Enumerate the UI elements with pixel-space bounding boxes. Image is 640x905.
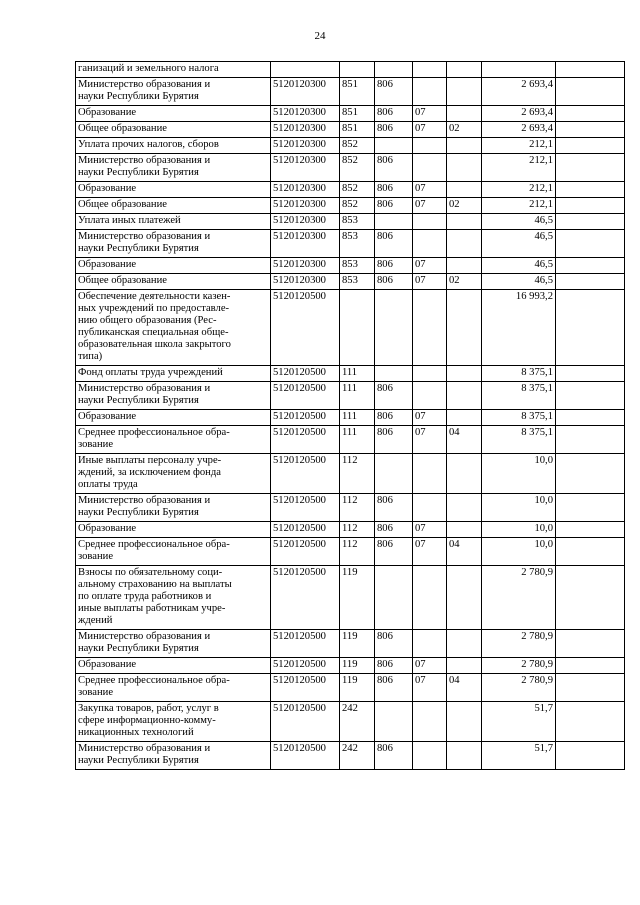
target-article-cell: 5120120500	[271, 630, 340, 658]
subsection-cell	[447, 382, 482, 410]
subsection-cell	[447, 106, 482, 122]
empty-cell	[556, 154, 625, 182]
empty-cell	[556, 230, 625, 258]
subsection-cell: 04	[447, 674, 482, 702]
table-row	[76, 566, 625, 630]
amount-cell: 2 780,9	[482, 566, 556, 630]
amount-cell: 2 693,4	[482, 78, 556, 106]
target-article-cell: 5120120500	[271, 382, 340, 410]
expense-name-cell: Министерство образования и науки Республики Бурятия	[76, 78, 271, 106]
empty-cell	[556, 674, 625, 702]
ministry-code-cell	[375, 454, 413, 494]
expense-name-cell: Образование	[76, 182, 271, 198]
expense-type-cell: 119	[340, 630, 375, 658]
target-article-cell: 5120120500	[271, 566, 340, 630]
expense-type-cell	[340, 290, 375, 366]
ministry-code-cell	[375, 290, 413, 366]
expense-name-cell: Фонд оплаты труда учреждений	[76, 366, 271, 382]
target-article-cell: 5120120500	[271, 454, 340, 494]
amount-cell: 2 693,4	[482, 106, 556, 122]
subsection-cell	[447, 410, 482, 426]
expense-type-cell: 853	[340, 214, 375, 230]
section-cell	[413, 566, 447, 630]
empty-cell	[556, 426, 625, 454]
table-row	[76, 366, 625, 382]
expense-name-cell: Общее образование	[76, 274, 271, 290]
target-article-cell: 5120120500	[271, 366, 340, 382]
target-article-cell: 5120120300	[271, 214, 340, 230]
subsection-cell: 02	[447, 274, 482, 290]
section-cell: 07	[413, 426, 447, 454]
section-cell	[413, 454, 447, 494]
section-cell: 07	[413, 658, 447, 674]
empty-cell	[556, 182, 625, 198]
target-article-cell	[271, 62, 340, 78]
expense-type-cell: 852	[340, 154, 375, 182]
expense-type-cell: 112	[340, 522, 375, 538]
section-cell	[413, 702, 447, 742]
subsection-cell	[447, 522, 482, 538]
target-article-cell: 5120120300	[271, 122, 340, 138]
expense-type-cell: 112	[340, 494, 375, 522]
empty-cell	[556, 290, 625, 366]
target-article-cell: 5120120300	[271, 258, 340, 274]
amount-cell: 51,7	[482, 702, 556, 742]
table-row	[76, 214, 625, 230]
expense-type-cell: 851	[340, 106, 375, 122]
table-row	[76, 538, 625, 566]
table-row	[76, 454, 625, 494]
target-article-cell: 5120120300	[271, 154, 340, 182]
target-article-cell: 5120120300	[271, 230, 340, 258]
section-cell	[413, 62, 447, 78]
section-cell	[413, 214, 447, 230]
expense-type-cell: 853	[340, 274, 375, 290]
table-row	[76, 522, 625, 538]
expense-name-cell: Образование	[76, 522, 271, 538]
expense-name-cell: Министерство образования и науки Республики Бурятия	[76, 742, 271, 770]
ministry-code-cell: 806	[375, 382, 413, 410]
amount-cell: 8 375,1	[482, 366, 556, 382]
subsection-cell: 02	[447, 198, 482, 214]
section-cell	[413, 494, 447, 522]
expense-name-cell: Министерство образования и науки Республики Бурятия	[76, 230, 271, 258]
empty-cell	[556, 62, 625, 78]
expense-type-cell: 852	[340, 198, 375, 214]
section-cell	[413, 742, 447, 770]
empty-cell	[556, 122, 625, 138]
empty-cell	[556, 494, 625, 522]
expense-name-cell: Иные выплаты персоналу учре- ждений, за исключением фонда оплаты труда	[76, 454, 271, 494]
subsection-cell	[447, 62, 482, 78]
amount-cell	[482, 62, 556, 78]
table-row	[76, 106, 625, 122]
expense-type-cell: 112	[340, 454, 375, 494]
expense-name-cell: Взносы по обязательному соци- альному страхованию на выплаты по оплате труда работников и иные выплаты работникам учре- ждений	[76, 566, 271, 630]
expense-name-cell: Министерство образования и науки Республики Бурятия	[76, 154, 271, 182]
expense-name-cell: Образование	[76, 258, 271, 274]
subsection-cell	[447, 702, 482, 742]
amount-cell: 212,1	[482, 154, 556, 182]
subsection-cell	[447, 494, 482, 522]
target-article-cell: 5120120300	[271, 274, 340, 290]
target-article-cell: 5120120300	[271, 106, 340, 122]
expense-type-cell	[340, 62, 375, 78]
ministry-code-cell: 806	[375, 426, 413, 454]
section-cell: 07	[413, 198, 447, 214]
expense-type-cell: 853	[340, 258, 375, 274]
subsection-cell: 02	[447, 122, 482, 138]
expense-type-cell: 852	[340, 138, 375, 154]
ministry-code-cell: 806	[375, 538, 413, 566]
subsection-cell	[447, 138, 482, 154]
empty-cell	[556, 274, 625, 290]
subsection-cell	[447, 454, 482, 494]
table-row	[76, 62, 625, 78]
amount-cell: 46,5	[482, 258, 556, 274]
table-row	[76, 182, 625, 198]
empty-cell	[556, 566, 625, 630]
target-article-cell: 5120120500	[271, 742, 340, 770]
ministry-code-cell	[375, 138, 413, 154]
empty-cell	[556, 138, 625, 154]
amount-cell: 8 375,1	[482, 426, 556, 454]
ministry-code-cell: 806	[375, 230, 413, 258]
target-article-cell: 5120120500	[271, 658, 340, 674]
ministry-code-cell: 806	[375, 106, 413, 122]
amount-cell: 10,0	[482, 522, 556, 538]
subsection-cell: 04	[447, 426, 482, 454]
section-cell	[413, 78, 447, 106]
amount-cell: 46,5	[482, 230, 556, 258]
ministry-code-cell: 806	[375, 198, 413, 214]
section-cell: 07	[413, 258, 447, 274]
expense-type-cell: 119	[340, 566, 375, 630]
ministry-code-cell	[375, 702, 413, 742]
subsection-cell	[447, 366, 482, 382]
subsection-cell	[447, 154, 482, 182]
budget-table	[75, 61, 625, 770]
table-row	[76, 410, 625, 426]
ministry-code-cell: 806	[375, 674, 413, 702]
empty-cell	[556, 258, 625, 274]
ministry-code-cell: 806	[375, 494, 413, 522]
target-article-cell: 5120120300	[271, 198, 340, 214]
expense-type-cell: 111	[340, 366, 375, 382]
empty-cell	[556, 410, 625, 426]
section-cell	[413, 138, 447, 154]
empty-cell	[556, 106, 625, 122]
table-row	[76, 426, 625, 454]
target-article-cell: 5120120500	[271, 702, 340, 742]
ministry-code-cell: 806	[375, 182, 413, 198]
ministry-code-cell: 806	[375, 630, 413, 658]
expense-name-cell: ганизаций и земельного налога	[76, 62, 271, 78]
target-article-cell: 5120120500	[271, 674, 340, 702]
ministry-code-cell	[375, 566, 413, 630]
table-row	[76, 742, 625, 770]
expense-name-cell: Министерство образования и науки Республики Бурятия	[76, 630, 271, 658]
subsection-cell	[447, 78, 482, 106]
table-row	[76, 122, 625, 138]
expense-type-cell: 851	[340, 122, 375, 138]
expense-type-cell: 112	[340, 538, 375, 566]
ministry-code-cell: 806	[375, 658, 413, 674]
expense-type-cell: 119	[340, 674, 375, 702]
section-cell: 07	[413, 410, 447, 426]
target-article-cell: 5120120300	[271, 78, 340, 106]
expense-type-cell: 242	[340, 742, 375, 770]
amount-cell: 212,1	[482, 198, 556, 214]
empty-cell	[556, 742, 625, 770]
expense-name-cell: Обеспечение деятельности казен- ных учреждений по предоставле- нию общего образования (Рес- публиканская специальная обще- образовательная школа закрытого типа)	[76, 290, 271, 366]
amount-cell: 51,7	[482, 742, 556, 770]
section-cell	[413, 366, 447, 382]
empty-cell	[556, 382, 625, 410]
ministry-code-cell: 806	[375, 258, 413, 274]
expense-name-cell: Образование	[76, 410, 271, 426]
expense-type-cell: 111	[340, 410, 375, 426]
expense-name-cell: Среднее профессиональное обра- зование	[76, 426, 271, 454]
expense-name-cell: Образование	[76, 106, 271, 122]
subsection-cell	[447, 658, 482, 674]
empty-cell	[556, 198, 625, 214]
amount-cell: 212,1	[482, 182, 556, 198]
amount-cell: 46,5	[482, 214, 556, 230]
table-row	[76, 154, 625, 182]
section-cell: 07	[413, 122, 447, 138]
amount-cell: 212,1	[482, 138, 556, 154]
target-article-cell: 5120120500	[271, 522, 340, 538]
empty-cell	[556, 454, 625, 494]
empty-cell	[556, 658, 625, 674]
expense-name-cell: Уплата иных платежей	[76, 214, 271, 230]
table-row	[76, 258, 625, 274]
section-cell: 07	[413, 674, 447, 702]
subsection-cell	[447, 742, 482, 770]
expense-type-cell: 111	[340, 426, 375, 454]
subsection-cell	[447, 182, 482, 198]
section-cell	[413, 154, 447, 182]
target-article-cell: 5120120300	[271, 138, 340, 154]
section-cell	[413, 630, 447, 658]
table-row	[76, 290, 625, 366]
table-row	[76, 382, 625, 410]
ministry-code-cell: 806	[375, 122, 413, 138]
empty-cell	[556, 214, 625, 230]
subsection-cell	[447, 290, 482, 366]
table-row	[76, 274, 625, 290]
empty-cell	[556, 78, 625, 106]
amount-cell: 8 375,1	[482, 382, 556, 410]
table-row	[76, 630, 625, 658]
expense-name-cell: Министерство образования и науки Республики Бурятия	[76, 494, 271, 522]
subsection-cell: 04	[447, 538, 482, 566]
amount-cell: 10,0	[482, 454, 556, 494]
target-article-cell: 5120120500	[271, 290, 340, 366]
ministry-code-cell	[375, 62, 413, 78]
target-article-cell: 5120120500	[271, 538, 340, 566]
section-cell: 07	[413, 106, 447, 122]
expense-name-cell: Министерство образования и науки Республики Бурятия	[76, 382, 271, 410]
empty-cell	[556, 630, 625, 658]
table-row	[76, 702, 625, 742]
expense-name-cell: Закупка товаров, работ, услуг в сфере информационно-комму- никационных технологий	[76, 702, 271, 742]
ministry-code-cell: 806	[375, 522, 413, 538]
target-article-cell: 5120120500	[271, 426, 340, 454]
target-article-cell: 5120120500	[271, 410, 340, 426]
amount-cell: 46,5	[482, 274, 556, 290]
expense-type-cell: 242	[340, 702, 375, 742]
subsection-cell	[447, 258, 482, 274]
table-row	[76, 78, 625, 106]
amount-cell: 2 780,9	[482, 630, 556, 658]
ministry-code-cell: 806	[375, 274, 413, 290]
subsection-cell	[447, 230, 482, 258]
subsection-cell	[447, 214, 482, 230]
ministry-code-cell: 806	[375, 154, 413, 182]
target-article-cell: 5120120500	[271, 494, 340, 522]
expense-name-cell: Среднее профессиональное обра- зование	[76, 674, 271, 702]
amount-cell: 2 780,9	[482, 674, 556, 702]
subsection-cell	[447, 630, 482, 658]
empty-cell	[556, 538, 625, 566]
expense-type-cell: 853	[340, 230, 375, 258]
table-row	[76, 230, 625, 258]
target-article-cell: 5120120300	[271, 182, 340, 198]
empty-cell	[556, 702, 625, 742]
expense-type-cell: 851	[340, 78, 375, 106]
amount-cell: 2 780,9	[482, 658, 556, 674]
amount-cell: 16 993,2	[482, 290, 556, 366]
ministry-code-cell: 806	[375, 742, 413, 770]
section-cell: 07	[413, 274, 447, 290]
expense-type-cell: 119	[340, 658, 375, 674]
budget-table-body	[76, 62, 625, 770]
amount-cell: 10,0	[482, 494, 556, 522]
amount-cell: 8 375,1	[482, 410, 556, 426]
ministry-code-cell	[375, 214, 413, 230]
expense-name-cell: Общее образование	[76, 122, 271, 138]
ministry-code-cell: 806	[375, 410, 413, 426]
amount-cell: 2 693,4	[482, 122, 556, 138]
empty-cell	[556, 366, 625, 382]
expense-type-cell: 852	[340, 182, 375, 198]
table-row	[76, 198, 625, 214]
expense-name-cell: Общее образование	[76, 198, 271, 214]
ministry-code-cell: 806	[375, 78, 413, 106]
expense-type-cell: 111	[340, 382, 375, 410]
expense-name-cell: Уплата прочих налогов, сборов	[76, 138, 271, 154]
table-row	[76, 674, 625, 702]
section-cell	[413, 382, 447, 410]
section-cell	[413, 290, 447, 366]
expense-name-cell: Образование	[76, 658, 271, 674]
amount-cell: 10,0	[482, 538, 556, 566]
expense-name-cell: Среднее профессиональное обра- зование	[76, 538, 271, 566]
section-cell	[413, 230, 447, 258]
table-row	[76, 494, 625, 522]
section-cell: 07	[413, 182, 447, 198]
subsection-cell	[447, 566, 482, 630]
section-cell: 07	[413, 538, 447, 566]
table-row	[76, 658, 625, 674]
page-number: 24	[314, 30, 326, 42]
empty-cell	[556, 522, 625, 538]
ministry-code-cell	[375, 366, 413, 382]
table-row	[76, 138, 625, 154]
section-cell: 07	[413, 522, 447, 538]
